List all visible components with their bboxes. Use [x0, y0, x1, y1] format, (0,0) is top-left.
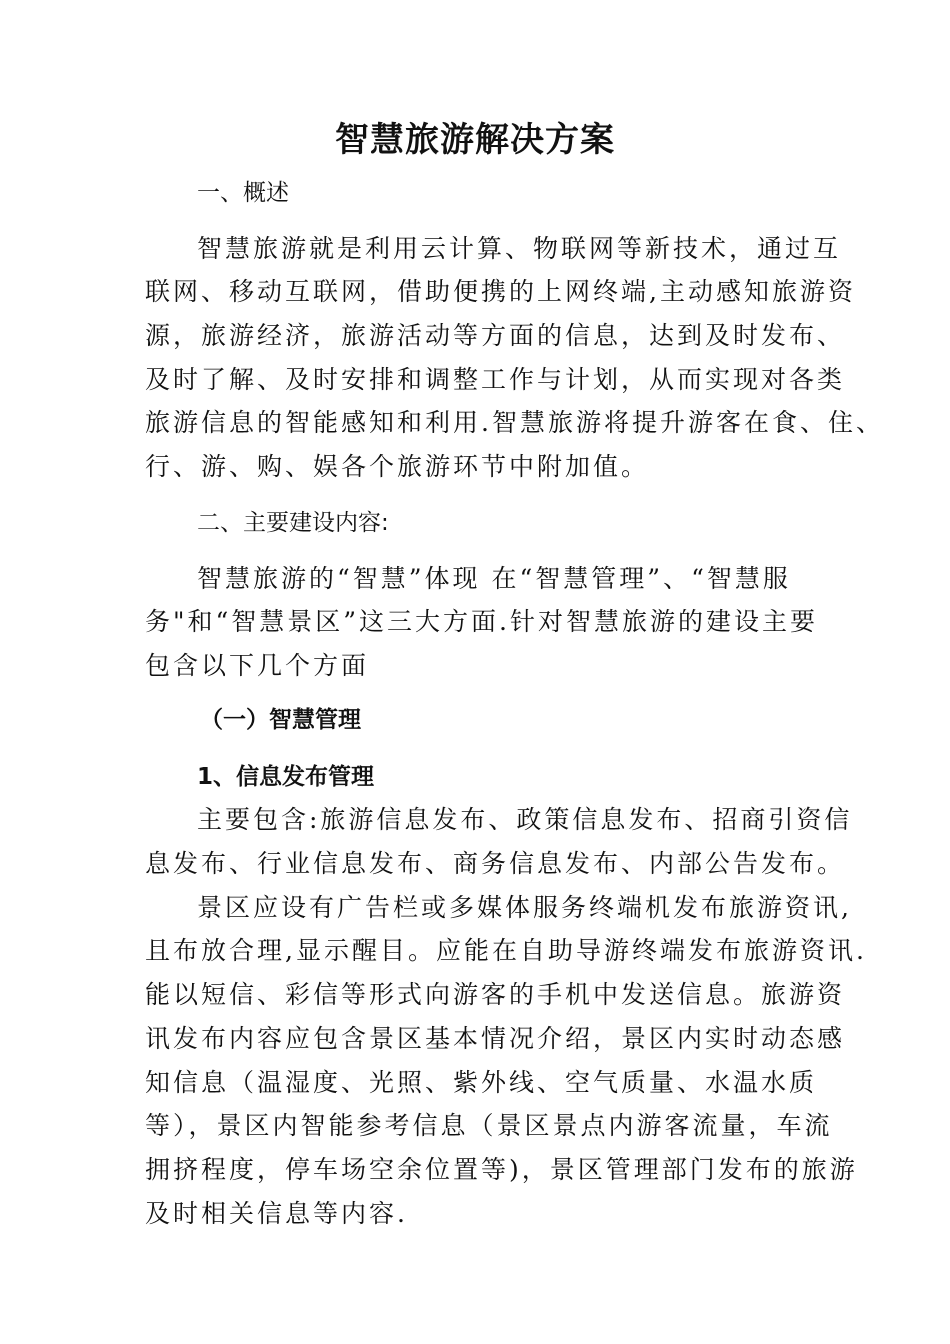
paragraph-line: 智慧旅游就是利用云计算、物联网等新技术，通过互 [197, 234, 842, 263]
paragraph-line: 知信息（温湿度、光照、紫外线、空气质量、水温水质 [145, 1068, 818, 1097]
item-heading-info-publishing: 1、信息发布管理 [197, 764, 375, 790]
paragraph-line: 息发布、行业信息发布、商务信息发布、内部公告发布。 [145, 849, 846, 878]
document-title: 智慧旅游解决方案 [335, 120, 615, 160]
paragraph-line: 联网、移动互联网，借助便携的上网终端,主动感知旅游资 [145, 277, 856, 306]
paragraph-line: 及时了解、及时安排和调整工作与计划，从而实现对各类 [145, 365, 846, 394]
paragraph-line: 讯发布内容应包含景区基本情况介绍，景区内实时动态感 [145, 1024, 846, 1053]
paragraph-line: 旅游信息的智能感知和利用.智慧旅游将提升游客在食、住、 [145, 408, 884, 437]
subsection-heading-smart-management: （一）智慧管理 [200, 707, 361, 733]
paragraph-line: 主要包含:旅游信息发布、政策信息发布、招商引资信 [197, 805, 853, 834]
section-heading-main-content: 二、主要建设内容: [197, 510, 389, 536]
paragraph-line: 智慧旅游的“智慧”体现 在“智慧管理”、“智慧服 [197, 564, 791, 593]
paragraph-line: 源，旅游经济，旅游活动等方面的信息，达到及时发布、 [145, 321, 846, 350]
paragraph-line: 且布放合理,显示醒目。应能在自助导游终端发布旅游资讯. [145, 936, 867, 965]
paragraph-line: 及时相关信息等内容. [145, 1199, 408, 1228]
paragraph-line: 能以短信、彩信等形式向游客的手机中发送信息。旅游资 [145, 980, 846, 1009]
paragraph-line: 景区应设有广告栏或多媒体服务终端机发布旅游资讯, [197, 893, 852, 922]
paragraph-line: 拥挤程度，停车场空余位置等)，景区管理部门发布的旅游 [145, 1155, 858, 1184]
section-heading-overview: 一、概述 [197, 180, 289, 206]
paragraph-line: 行、游、购、娱各个旅游环节中附加值。 [145, 452, 650, 481]
paragraph-line: 包含以下几个方面 [145, 651, 370, 680]
paragraph-line: 务"和“智慧景区”这三大方面.针对智慧旅游的建设主要 [145, 607, 819, 636]
paragraph-line: 等），景区内智能参考信息（景区景点内游客流量，车流 [145, 1111, 833, 1140]
